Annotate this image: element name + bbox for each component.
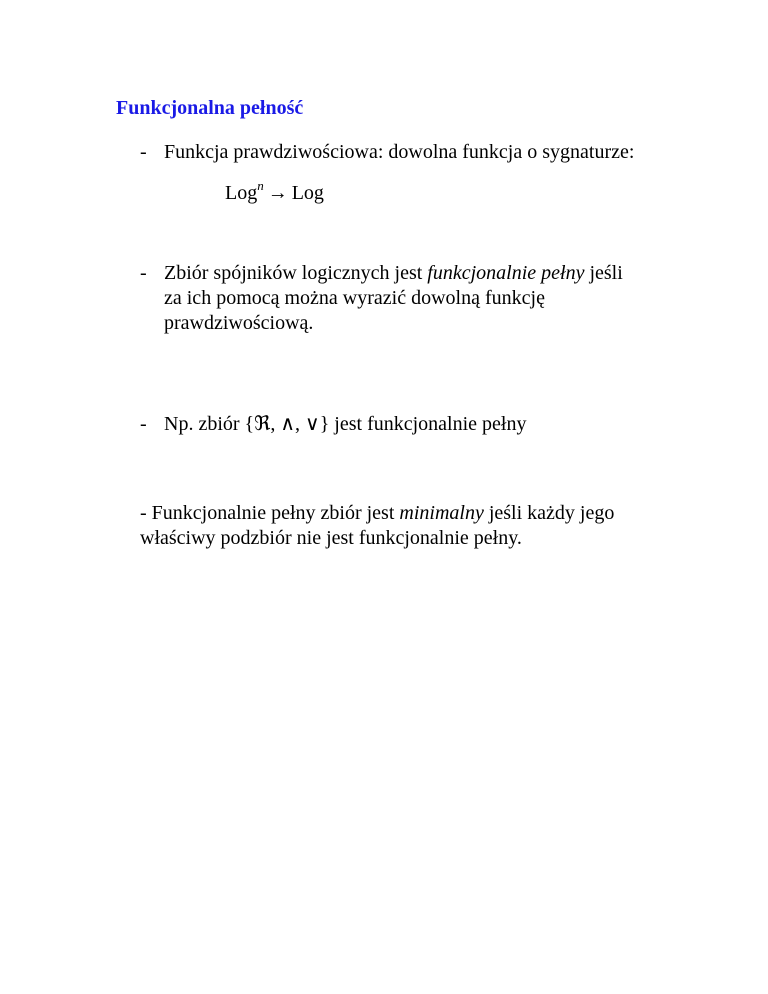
paragraph-minimal-set (140, 501, 680, 551)
text-line-2: za ich pomocą można wyrazić dowolną funkcję (164, 287, 545, 309)
emphasis-term: funkcjonalnie pełny (427, 262, 585, 284)
formula-exponent: n (257, 178, 264, 193)
connective-symbols: ℜ, ∧, ∨ (254, 413, 320, 435)
bullet-text-line (164, 412, 526, 437)
bullet-dash: - (140, 262, 147, 284)
bullet-text-block (164, 261, 684, 336)
text-before-set: Np. zbiór { (164, 413, 255, 435)
text-before-emphasis: - Funkcjonalnie pełny zbiór jest (140, 502, 400, 524)
bullet-text: Funkcja prawdziwościowa: dowolna funkcja o sygnaturze: (164, 141, 635, 163)
bullet-item-example-set (140, 412, 700, 437)
arrow-icon: → (267, 182, 288, 204)
text-before-emphasis: Zbiór spójników logicznych jest (164, 262, 428, 284)
bullet-dash: - (140, 141, 147, 163)
signature-formula (225, 178, 324, 206)
formula-domain: Log (225, 182, 258, 204)
text-after-set: } jest funkcjonalnie pełny (319, 413, 527, 435)
text-line-2: właściwy podzbiór nie jest funkcjonalnie pełny. (140, 527, 522, 549)
bullet-item-functional-completeness (140, 261, 700, 336)
bullet-dash: - (140, 413, 147, 435)
text-after-emphasis: jeśli każdy jego (483, 502, 615, 524)
text-after-emphasis: jeśli (584, 262, 623, 284)
bullet-item-truth-function (140, 140, 700, 165)
text-line-3: prawdziwościową. (164, 312, 314, 334)
emphasis-term: minimalny (399, 502, 484, 524)
page-title: Funkcjonalna pełność (116, 97, 304, 119)
formula-codomain: Log (291, 182, 324, 204)
